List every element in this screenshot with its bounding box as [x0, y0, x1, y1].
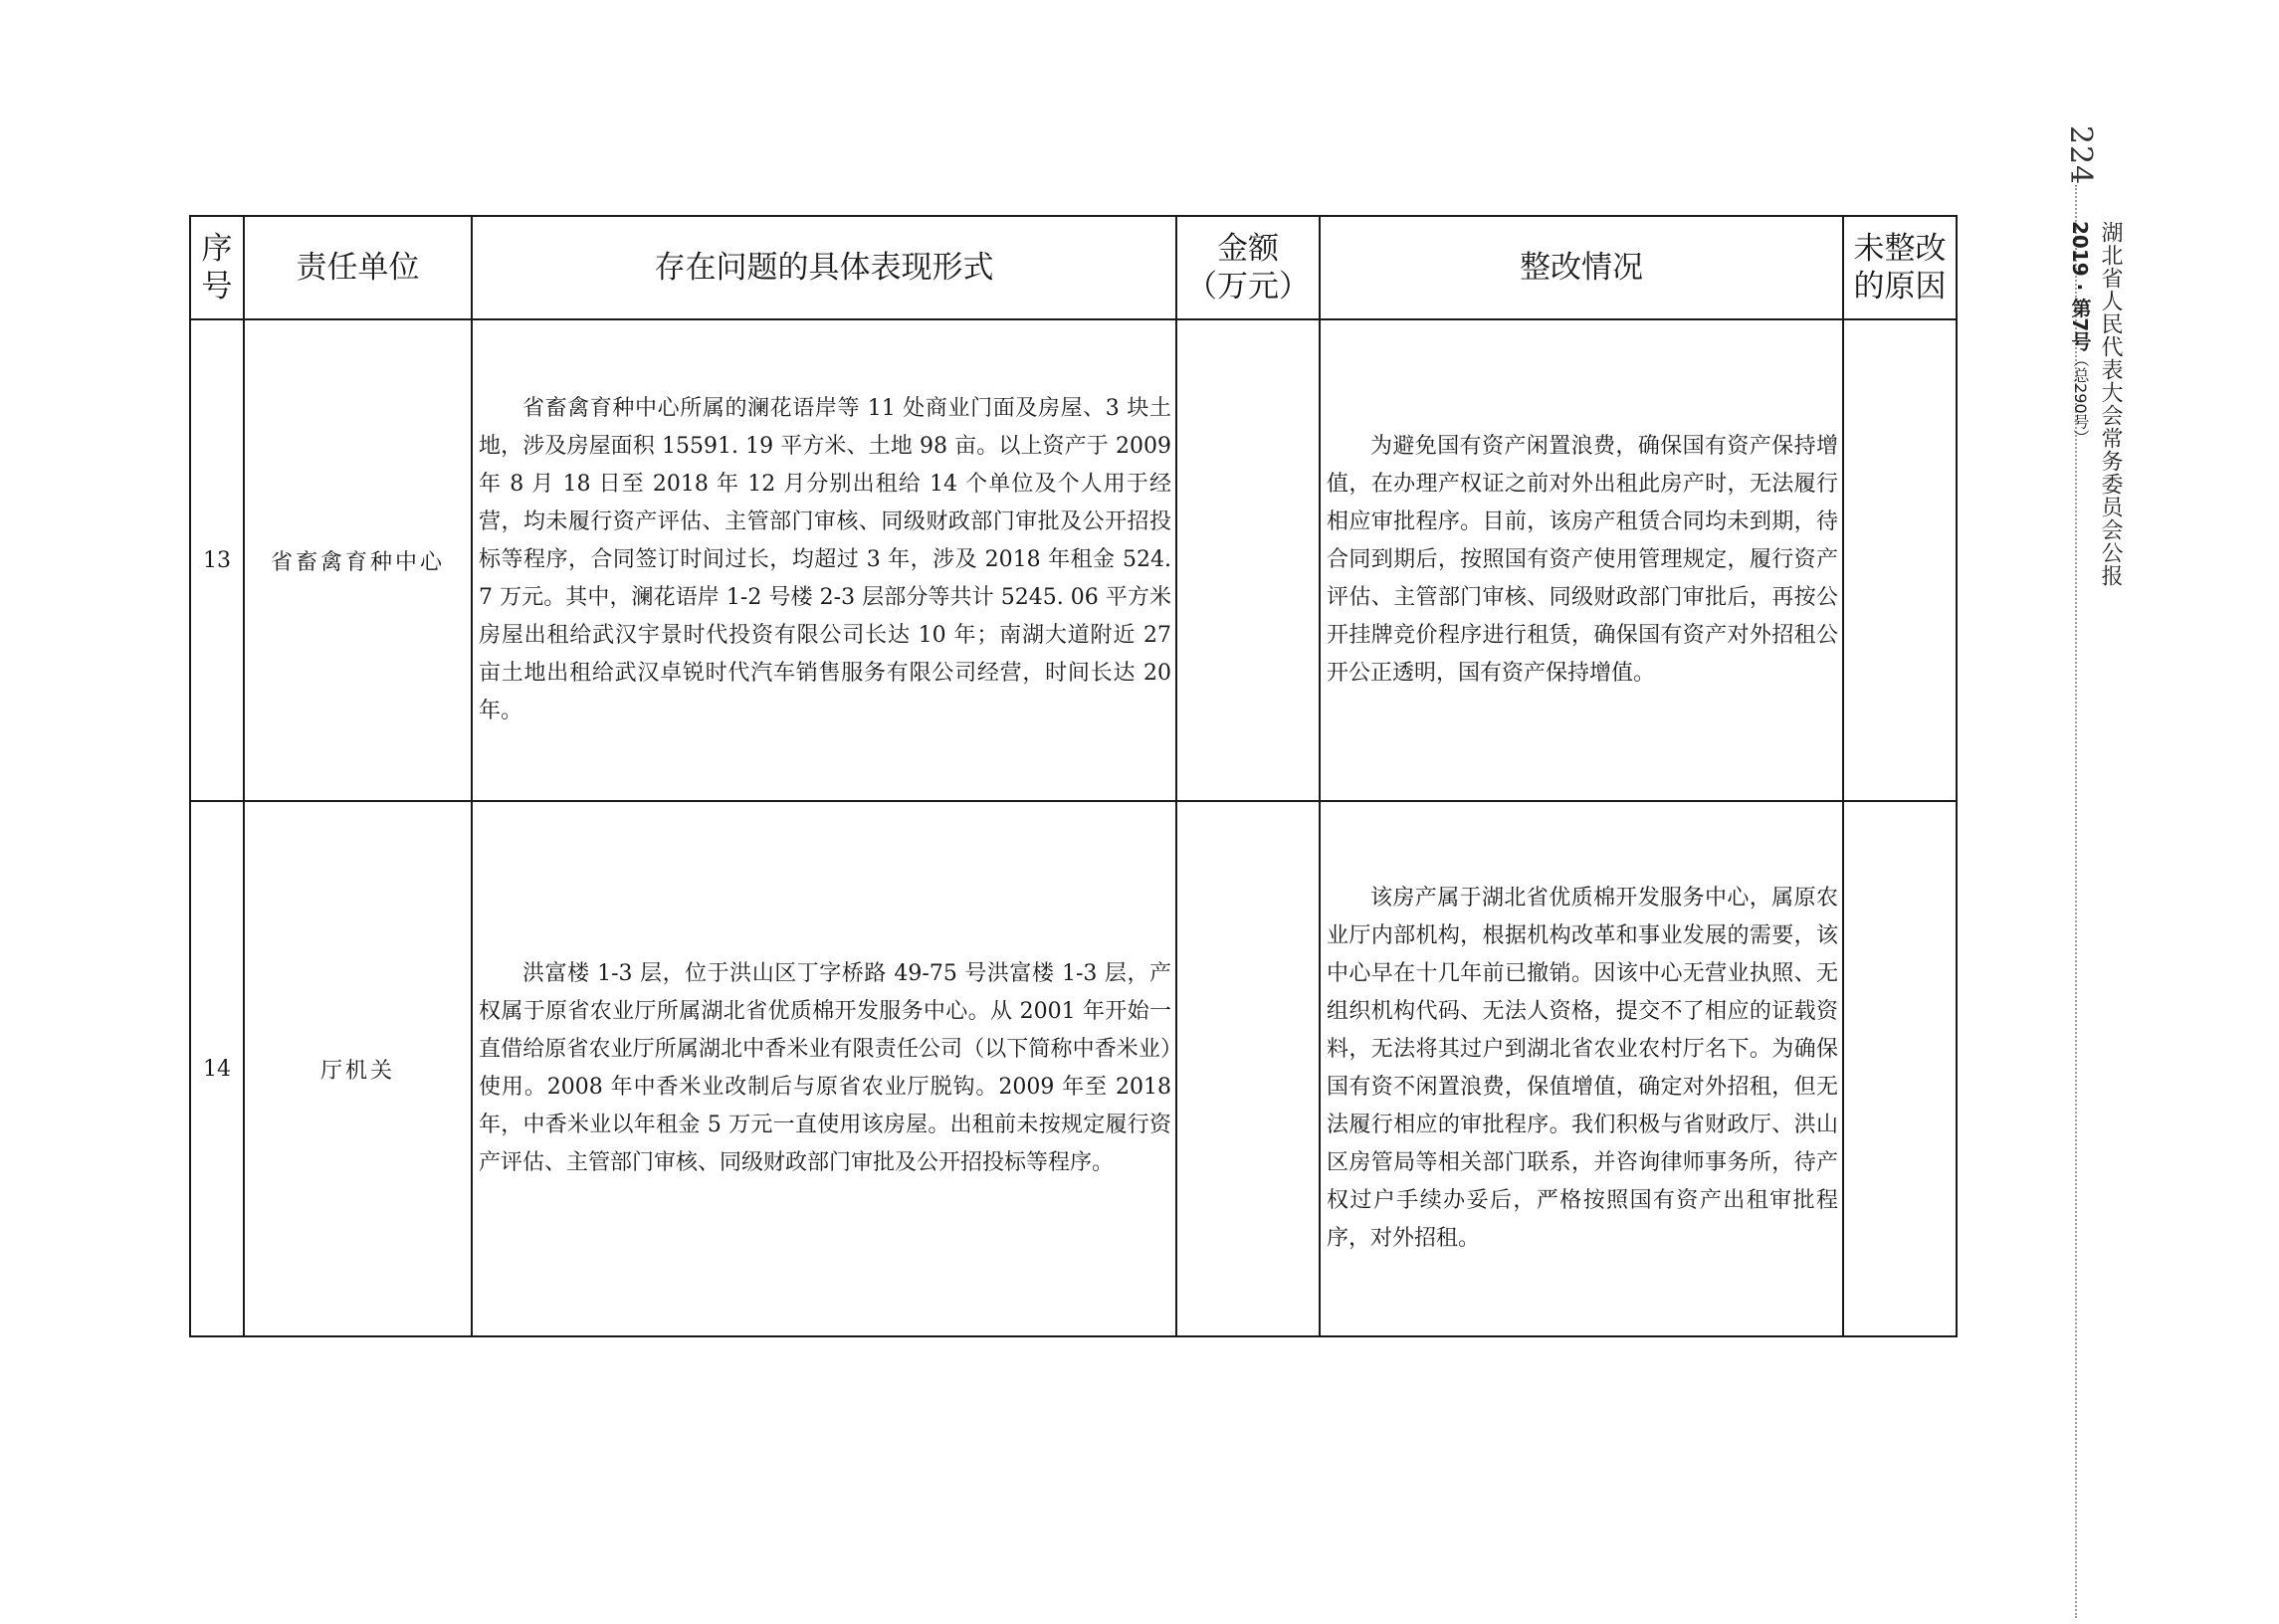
rectification-table [189, 215, 1958, 1337]
header-rectification: 整改情况 [1320, 216, 1843, 319]
table-row [190, 801, 1957, 1336]
row-number: 13 [190, 319, 244, 801]
header-reason: 未整改 的原因 [1843, 216, 1957, 319]
row-number: 14 [190, 801, 244, 1336]
running-header [2046, 221, 2126, 639]
reason-cell [1843, 319, 1957, 801]
gazette-title: 湖北省人民代表大会常务委员会公报 [2098, 221, 2123, 587]
amount-cell [1176, 319, 1320, 801]
issue-number: 2019 · 第7号 [2068, 221, 2092, 352]
table-row [190, 319, 1957, 801]
rectification-status: 该房产属于湖北省优质棉开发服务中心，属原农业厅内部机构，根据机构改革和事业发展的需要，该中心早在十几年前已撤销。因该中心无营业执照、无组织机构代码、无法人资格，提交不了相应的证载资料，无法将其过户到湖北省农业农村厅名下。为确保国有资不闲置浪费，保值增值，确定对外招租，但无法履行相应的审批程序。我们积极与省财政厅、洪山区房管局等相关部门联系，并咨询律师事务所，待产权过户手续办妥后，严格按照国有资产出租审批程序，对外招租。 [1320, 801, 1843, 1336]
responsible-unit: 厅机关 [244, 801, 472, 1336]
header-unit: 责任单位 [244, 216, 472, 319]
problem-description: 省畜禽育种中心所属的澜花语岸等 11 处商业门面及房屋、3 块土地，涉及房屋面积 15591. 19 平方米、土地 98 亩。以上资产于 2009 年 8 月 18 日至 2018 年 12 月分别出租给 14 个单位及个人用于经营，均未履行资产评估、主管部门审核、同级财政部门审批及公开招投标等程序，合同签订时间过长，均超过 3 年，涉及 2018 年租金 524. 7 万元。其中，澜花语岸 1-2 号楼 2-3 层部分等共计 5245. 06 平方米房屋出租给武汉宇景时代投资有限公司长达 10 年；南湖大道附近 27 亩土地出租给武汉卓锐时代汽车销售服务有限公司经营，时间长达 20 年。 [472, 319, 1176, 801]
header-no: 序 号 [190, 216, 244, 319]
issue-label [2068, 221, 2092, 446]
page-number: 224 [2063, 125, 2098, 186]
header-amount: 金额 （万元） [1176, 216, 1320, 319]
amount-cell [1176, 801, 1320, 1336]
rectification-status: 为避免国有资产闲置浪费，确保国有资产保持增值，在办理产权证之前对外出租此房产时，无法履行相应审批程序。目前，该房产租赁合同均未到期，待合同到期后，按照国有资产使用管理规定，履行资产评估、主管部门审核、同级财政部门审批后，再按公开挂牌竞价程序进行租赁，确保国有资产对外招租公开公正透明，国有资产保持增值。 [1320, 319, 1843, 801]
responsible-unit: 省畜禽育种中心 [244, 319, 472, 801]
table-header-row [190, 216, 1957, 319]
problem-description: 洪富楼 1-3 层，位于洪山区丁字桥路 49-75 号洪富楼 1-3 层，产权属于原省农业厅所属湖北省优质棉开发服务中心。从 2001 年开始一直借给原省农业厅所属湖北中香米业有限责任公司（以下简称中香米业）使用。2008 年中香米业改制后与原省农业厅脱钩。2009 年至 2018 年，中香米业以年租金 5 万元一直使用该房屋。出租前未按规定履行资产评估、主管部门审核、同级财政部门审批及公开招投标等程序。 [472, 801, 1176, 1336]
issue-total: （总290号） [2071, 351, 2090, 446]
reason-cell [1843, 801, 1957, 1336]
header-problem: 存在问题的具体表现形式 [472, 216, 1176, 319]
